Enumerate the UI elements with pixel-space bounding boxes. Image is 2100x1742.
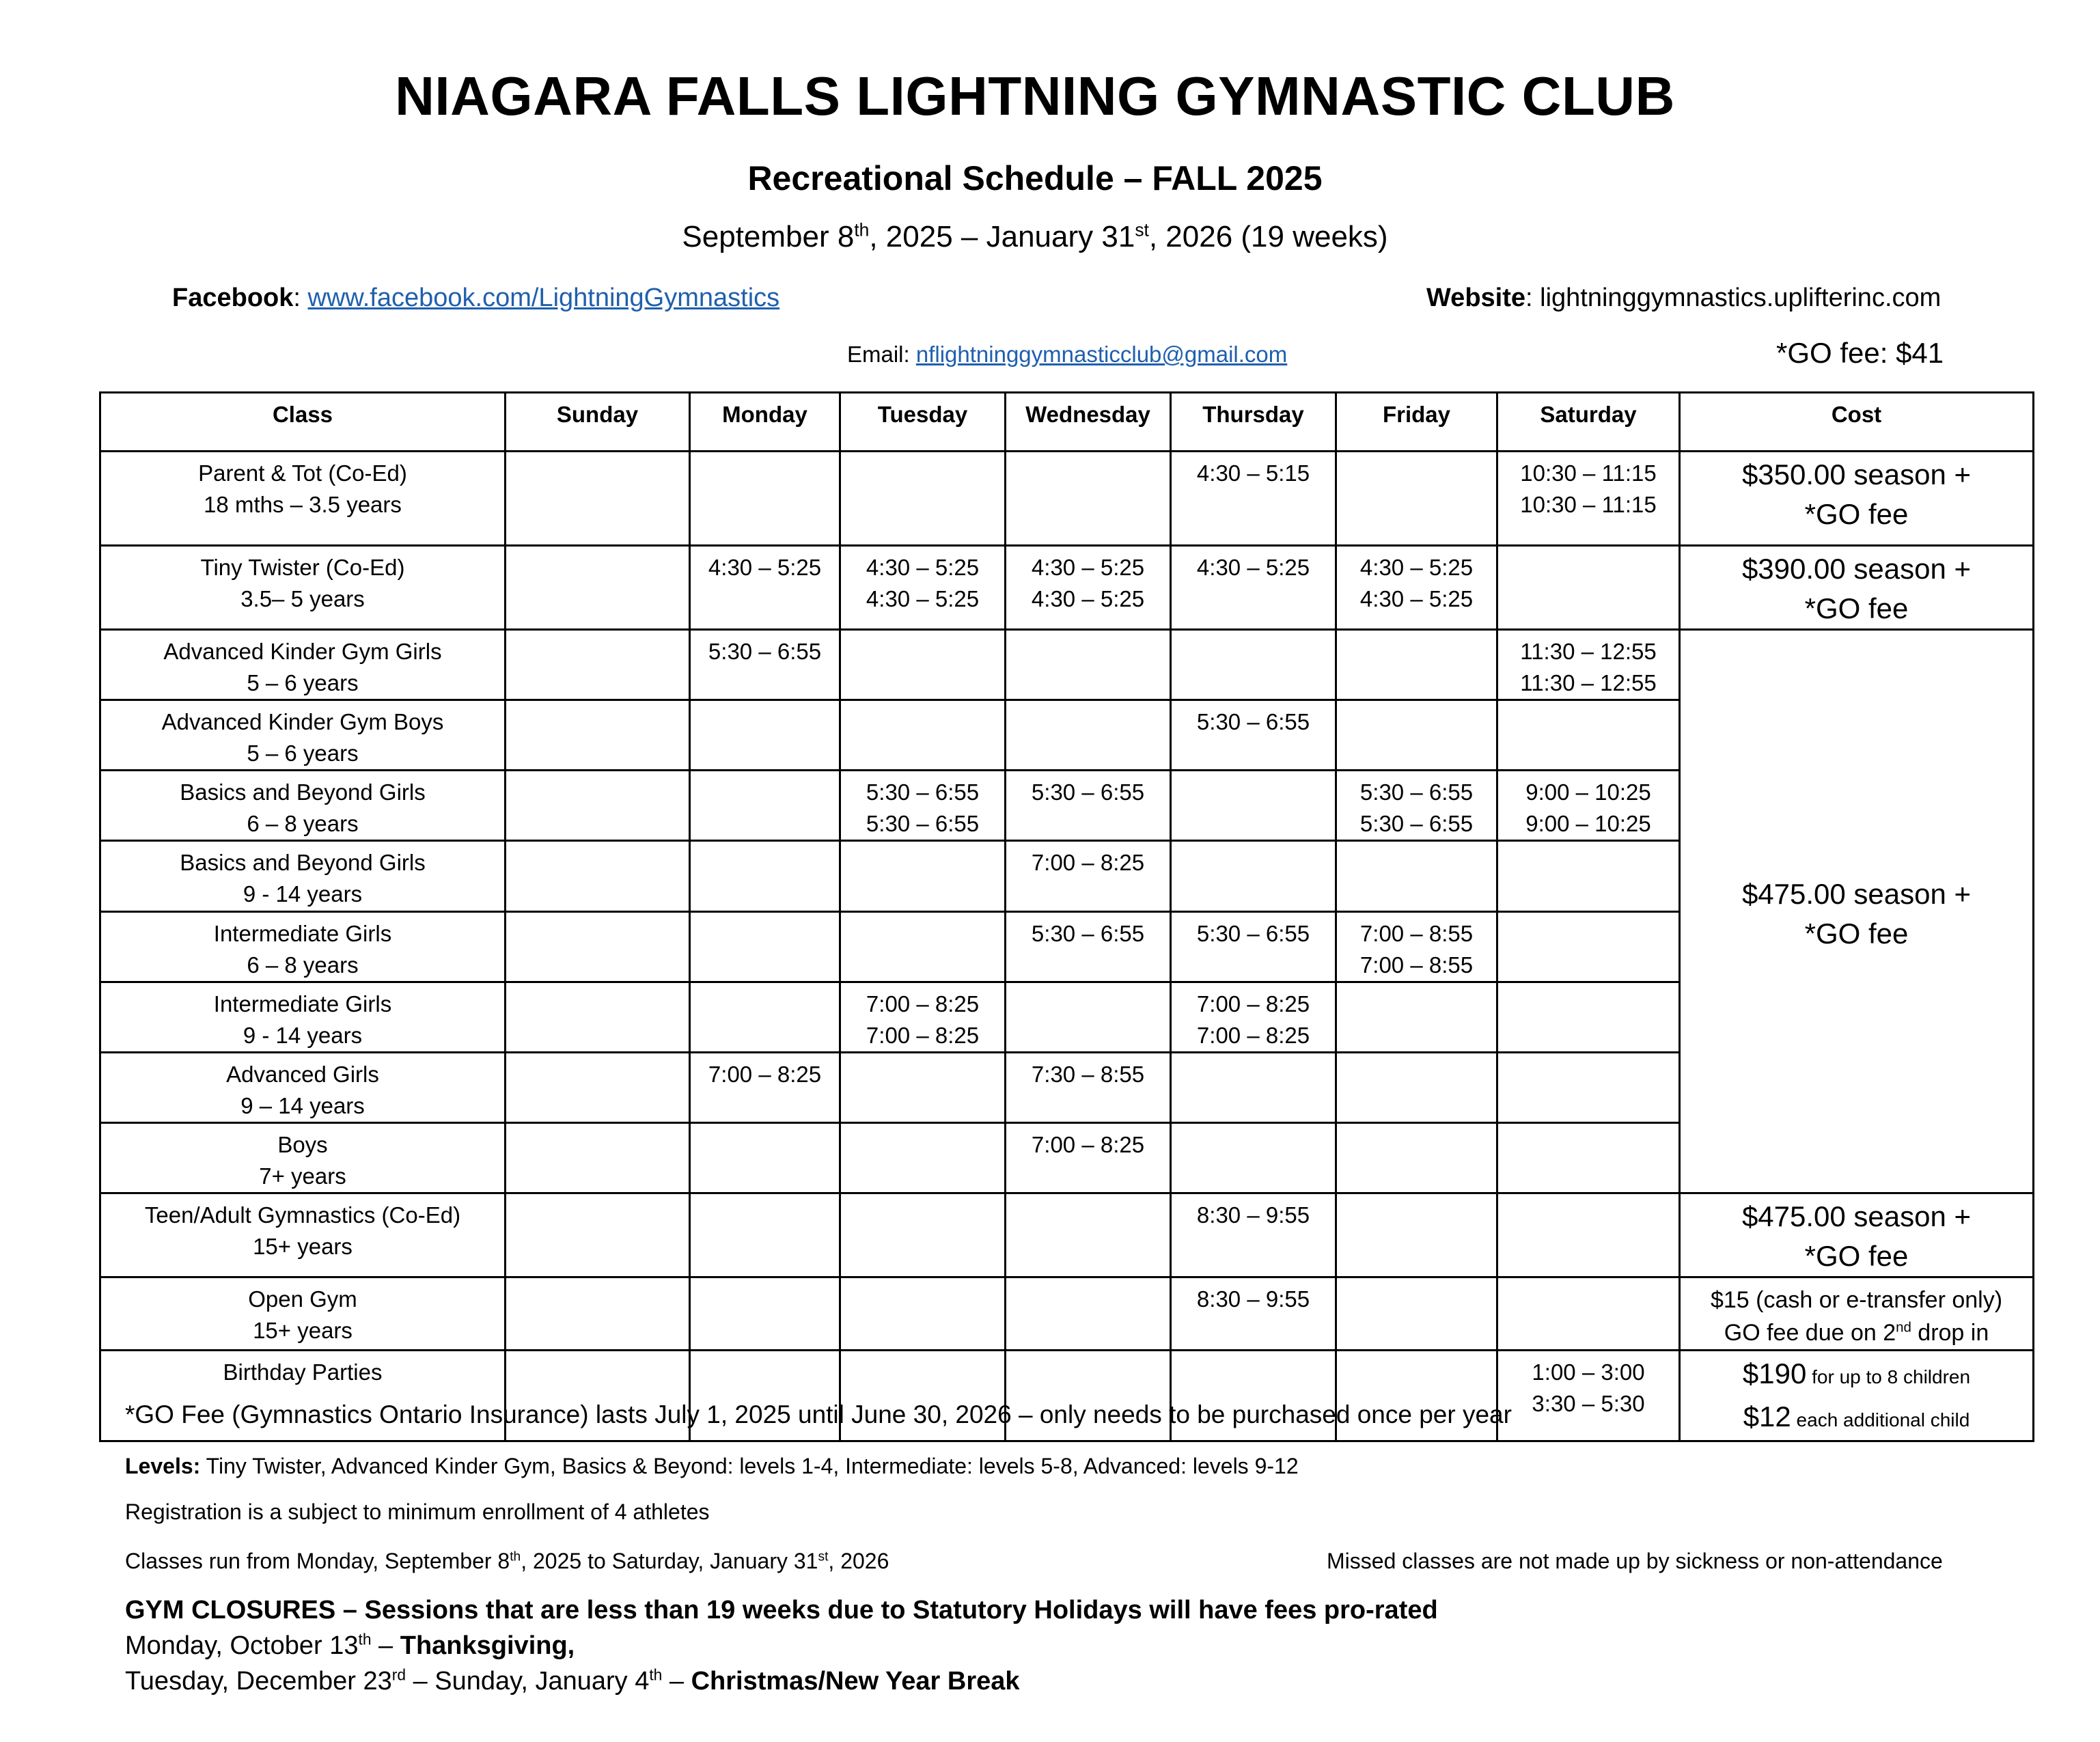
class-name: Advanced Girls: [226, 1062, 379, 1087]
time-cell-thu: [1171, 1053, 1336, 1123]
time-cell-sun: [506, 1123, 690, 1193]
time-slot: 9:00 – 10:25: [1525, 811, 1651, 836]
time-cell-tue: [840, 1053, 1006, 1123]
class-cell: [100, 700, 506, 771]
text: Classes run from Monday, September 8: [125, 1549, 510, 1573]
class-name: Birthday Parties: [223, 1359, 383, 1385]
time-cell-wed: [1006, 1053, 1171, 1123]
text: –: [662, 1667, 691, 1696]
time-cell-mon: [690, 982, 840, 1053]
season-mid: , 2025 – January 31: [869, 220, 1135, 253]
class-age: 9 - 14 years: [243, 881, 363, 907]
time-cell-wed: [1006, 912, 1171, 982]
sup: nd: [1896, 1320, 1911, 1336]
header-class: Class: [100, 393, 506, 452]
time-cell-fri: [1336, 1053, 1497, 1123]
time-slot: 5:30 – 6:55: [1031, 779, 1145, 805]
time-slot: 10:30 – 11:15: [1520, 492, 1657, 517]
time-cell-thu: [1171, 1193, 1336, 1277]
website-url: lightninggymnastics.uplifterinc.com: [1540, 284, 1942, 312]
cost-line: $390.00 season +: [1741, 553, 1972, 585]
cost-line: *GO fee: [1804, 917, 1909, 950]
facebook-link[interactable]: www.facebook.com/LightningGymnastics: [307, 284, 780, 312]
text: drop in: [1911, 1320, 1989, 1346]
facebook-line: Facebook: www.facebook.com/LightningGymnastics: [172, 284, 780, 312]
time-cell-sun: [506, 912, 690, 982]
class-name: Parent & Tot (Co-Ed): [198, 460, 407, 486]
cost-line: $350.00 season +: [1741, 458, 1972, 490]
class-cell: [100, 1193, 506, 1277]
time-cell-sun: [506, 771, 690, 841]
time-cell-tue: [840, 630, 1006, 700]
classes-run-note: [125, 1549, 889, 1574]
time-cell-thu: [1171, 1123, 1336, 1193]
time-cell-fri: [1336, 982, 1497, 1053]
time-cell-sat: [1497, 982, 1680, 1053]
closure-thanksgiving: [125, 1631, 575, 1661]
time-cell-wed: [1006, 1193, 1171, 1277]
class-age: 5 – 6 years: [247, 741, 359, 766]
cost-cell-open-gym: [1680, 1277, 2034, 1351]
time-cell-fri: [1336, 452, 1497, 546]
time-cell-sat: [1497, 841, 1680, 912]
time-cell-thu: [1171, 700, 1336, 771]
time-slot: 5:30 – 6:55: [1359, 779, 1474, 805]
time-slot: 5:30 – 6:55: [708, 639, 822, 664]
time-cell-fri: [1336, 841, 1497, 912]
time-slot: 5:30 – 6:55: [866, 811, 980, 836]
time-cell-tue: [840, 912, 1006, 982]
class-name: Basics and Beyond Girls: [180, 850, 426, 875]
time-slot: 4:30 – 5:25: [866, 555, 980, 580]
time-cell-wed: [1006, 1123, 1171, 1193]
email-label: Email:: [847, 342, 916, 367]
time-cell-sat: [1497, 1123, 1680, 1193]
class-cell: [100, 546, 506, 630]
time-cell-wed: [1006, 700, 1171, 771]
time-cell-sat: [1497, 1053, 1680, 1123]
time-cell-sun: [506, 700, 690, 771]
table-row: [100, 546, 2034, 630]
schedule-table: [99, 391, 2034, 1442]
time-cell-sat: [1497, 700, 1680, 771]
time-cell-thu: [1171, 771, 1336, 841]
class-age: 15+ years: [253, 1234, 353, 1259]
class-age: 6 – 8 years: [247, 811, 359, 836]
cost-cell-group: [1680, 630, 2034, 1193]
text: Monday, October 13: [125, 1631, 359, 1660]
time-cell-thu: [1171, 912, 1336, 982]
time-cell-mon: [690, 1053, 840, 1123]
time-cell-sat: [1497, 1351, 1680, 1441]
class-cell: [100, 841, 506, 912]
sup: th: [854, 219, 870, 240]
cost-line: [1685, 1316, 2028, 1349]
time-cell-mon: [690, 1193, 840, 1277]
time-cell-sun: [506, 841, 690, 912]
time-slot: 5:30 – 6:55: [1359, 811, 1474, 836]
class-name: Open Gym: [248, 1286, 357, 1312]
class-name: Teen/Adult Gymnastics (Co-Ed): [144, 1202, 461, 1228]
time-cell-mon: [690, 841, 840, 912]
time-slot: 7:00 – 8:25: [1031, 1132, 1145, 1157]
time-cell-fri: [1336, 1193, 1497, 1277]
cost-line: *GO fee: [1804, 498, 1909, 530]
header-sunday: Sunday: [506, 393, 690, 452]
time-cell-wed: [1006, 630, 1171, 700]
closure-name: Thanksgiving,: [400, 1631, 575, 1660]
header-saturday: Saturday: [1497, 393, 1680, 452]
time-cell-fri: [1336, 700, 1497, 771]
time-cell-wed: [1006, 982, 1171, 1053]
header-thursday: Thursday: [1171, 393, 1336, 452]
time-slot: 4:30 – 5:25: [1359, 586, 1474, 611]
time-cell-wed: [1006, 771, 1171, 841]
time-cell-fri: [1336, 630, 1497, 700]
cost-cell: [1680, 1193, 2034, 1277]
time-slot: 5:30 – 6:55: [866, 779, 980, 805]
time-cell-tue: [840, 1193, 1006, 1277]
text: – Sunday, January 4: [406, 1667, 650, 1696]
email-line: [847, 342, 1287, 368]
time-slot: 8:30 – 9:55: [1196, 1202, 1310, 1228]
class-cell: [100, 452, 506, 546]
header-cost: Cost: [1680, 393, 2034, 452]
time-slot: 7:00 – 8:25: [866, 991, 980, 1017]
go-fee: *GO fee: $41: [1776, 337, 1944, 369]
cost-line: *GO fee: [1804, 592, 1909, 624]
sup: st: [818, 1549, 829, 1564]
class-cell: [100, 771, 506, 841]
time-cell-sat: [1497, 1277, 1680, 1351]
cost-line: [1685, 1354, 2028, 1397]
time-cell-tue: [840, 546, 1006, 630]
time-cell-thu: [1171, 841, 1336, 912]
header-row: [100, 393, 2034, 452]
time-slot: 5:30 – 6:55: [1031, 921, 1145, 946]
class-age: 9 – 14 years: [240, 1093, 365, 1118]
time-cell-thu: [1171, 1277, 1336, 1351]
time-slot: 7:00 – 8:25: [1196, 1023, 1310, 1048]
class-age: 7+ years: [259, 1163, 346, 1189]
class-age: 5 – 6 years: [247, 670, 359, 695]
class-age: 15+ years: [253, 1318, 353, 1343]
class-cell: [100, 912, 506, 982]
gym-closures-heading: GYM CLOSURES – Sessions that are less than 19 weeks due to Statutory Holidays will have fees pro-rated: [125, 1596, 1438, 1625]
cost-cell: [1680, 546, 2034, 630]
website-label: Website: [1426, 284, 1526, 312]
time-slot: 4:30 – 5:15: [1196, 460, 1310, 486]
go-fee-note: *GO Fee (Gymnastics Ontario Insurance) lasts July 1, 2025 until June 30, 2026 – only needs to be purchased once per year: [125, 1400, 1512, 1428]
page-title: NIAGARA FALLS LIGHTNING GYMNASTIC CLUB: [395, 66, 1675, 126]
sup: th: [649, 1665, 663, 1684]
time-cell-fri: [1336, 546, 1497, 630]
header-tuesday: Tuesday: [840, 393, 1006, 452]
time-cell-thu: [1171, 982, 1336, 1053]
time-cell-sat: [1497, 452, 1680, 546]
website-line: Website: lightninggymnastics.uplifterinc.com: [1426, 284, 1942, 312]
time-cell-sat: [1497, 630, 1680, 700]
table-row: [100, 452, 2034, 546]
time-cell-sat: [1497, 1193, 1680, 1277]
time-cell-tue: [840, 841, 1006, 912]
time-slot: 4:30 – 5:25: [1031, 586, 1145, 611]
time-slot: 7:00 – 8:25: [866, 1023, 980, 1048]
cost-line: *GO fee: [1804, 1240, 1909, 1272]
time-slot: 11:30 – 12:55: [1520, 670, 1657, 695]
cost-line: $475.00 season +: [1741, 878, 1972, 910]
time-slot: 4:30 – 5:25: [708, 555, 822, 580]
class-name: Intermediate Girls: [213, 991, 392, 1017]
time-cell-sun: [506, 1053, 690, 1123]
time-cell-thu: [1171, 452, 1336, 546]
time-cell-sun: [506, 546, 690, 630]
cost-line: [1685, 1397, 2028, 1440]
time-cell-mon: [690, 546, 840, 630]
sup: rd: [391, 1665, 406, 1684]
page-subtitle: Recreational Schedule – FALL 2025: [747, 159, 1323, 197]
registration-note: Registration is a subject to minimum enrollment of 4 athletes: [125, 1499, 710, 1524]
time-cell-mon: [690, 630, 840, 700]
sup: th: [358, 1630, 372, 1648]
time-cell-mon: [690, 771, 840, 841]
cost-line: $15 (cash or e-transfer only): [1710, 1287, 2003, 1313]
time-slot: 7:30 – 8:55: [1031, 1062, 1145, 1087]
time-slot: 4:30 – 5:25: [1031, 555, 1145, 580]
season-start: September 8: [682, 220, 855, 253]
levels-note: [125, 1454, 1299, 1479]
time-cell-fri: [1336, 1123, 1497, 1193]
class-name: Advanced Kinder Gym Girls: [163, 639, 442, 664]
time-cell-mon: [690, 700, 840, 771]
missed-classes-note: Missed classes are not made up by sickness or non-attendance: [1327, 1549, 1943, 1573]
time-cell-wed: [1006, 452, 1171, 546]
time-cell-tue: [840, 700, 1006, 771]
time-cell-sun: [506, 452, 690, 546]
time-cell-tue: [840, 1123, 1006, 1193]
time-cell-sat: [1497, 771, 1680, 841]
time-slot: 7:00 – 8:25: [708, 1062, 822, 1087]
time-cell-mon: [690, 452, 840, 546]
time-slot: 1:00 – 3:00: [1532, 1359, 1645, 1385]
levels-label: Levels:: [125, 1454, 201, 1478]
header-friday: Friday: [1336, 393, 1497, 452]
time-cell-sun: [506, 1277, 690, 1351]
time-slot: 5:30 – 6:55: [1196, 921, 1310, 946]
class-age: 3.5– 5 years: [240, 586, 365, 611]
time-cell-wed: [1006, 546, 1171, 630]
closure-name: Christmas/New Year Break: [691, 1667, 1020, 1696]
time-cell-thu: [1171, 630, 1336, 700]
time-cell-fri: [1336, 912, 1497, 982]
table-row: [100, 1193, 2034, 1277]
class-age: 9 - 14 years: [243, 1023, 363, 1048]
time-cell-fri: [1336, 771, 1497, 841]
header-wednesday: Wednesday: [1006, 393, 1171, 452]
time-cell-mon: [690, 1277, 840, 1351]
time-cell-fri: [1336, 1277, 1497, 1351]
text: –: [371, 1631, 400, 1660]
table-row: [100, 1277, 2034, 1351]
time-cell-tue: [840, 982, 1006, 1053]
class-name: Advanced Kinder Gym Boys: [161, 709, 444, 734]
time-cell-mon: [690, 1123, 840, 1193]
time-slot: 5:30 – 6:55: [1196, 709, 1310, 734]
table-row: [100, 630, 2034, 700]
time-slot: 3:30 – 5:30: [1532, 1391, 1645, 1416]
season-end: , 2026 (19 weeks): [1148, 220, 1388, 253]
time-cell-mon: [690, 912, 840, 982]
time-cell-sat: [1497, 912, 1680, 982]
class-age: 6 – 8 years: [247, 952, 359, 978]
time-slot: 7:00 – 8:25: [1196, 991, 1310, 1017]
class-cell: [100, 630, 506, 700]
time-slot: 7:00 – 8:55: [1359, 952, 1474, 978]
cost-cell-birthday: [1680, 1351, 2034, 1441]
price: $190: [1742, 1357, 1807, 1390]
time-cell-thu: [1171, 546, 1336, 630]
text: , 2026: [828, 1549, 889, 1573]
class-name: Boys: [277, 1132, 328, 1157]
header-monday: Monday: [690, 393, 840, 452]
time-cell-tue: [840, 771, 1006, 841]
price-desc: for up to 8 children: [1806, 1366, 1971, 1387]
time-cell-tue: [840, 1277, 1006, 1351]
class-cell: [100, 1277, 506, 1351]
price: $12: [1743, 1400, 1791, 1433]
text: , 2025 to Saturday, January 31: [521, 1549, 818, 1573]
season-dates: [0, 220, 2070, 254]
class-cell: [100, 1123, 506, 1193]
time-cell-sun: [506, 982, 690, 1053]
time-cell-sat: [1497, 546, 1680, 630]
time-cell-sun: [506, 1193, 690, 1277]
levels-text: Tiny Twister, Advanced Kinder Gym, Basics & Beyond: levels 1-4, Intermediate: levels 5-8, Advanced: levels 9-12: [200, 1454, 1299, 1478]
class-cell: [100, 982, 506, 1053]
time-cell-tue: [840, 452, 1006, 546]
closure-christmas: [125, 1667, 1020, 1696]
class-name: Basics and Beyond Girls: [180, 779, 426, 805]
class-name: Tiny Twister (Co-Ed): [200, 555, 405, 580]
time-slot: 7:00 – 8:25: [1031, 850, 1145, 875]
cost-line: $475.00 season +: [1741, 1200, 1972, 1232]
text: GO fee due on 2: [1724, 1320, 1896, 1346]
time-cell-sun: [506, 630, 690, 700]
time-slot: 7:00 – 8:55: [1359, 921, 1474, 946]
email-link[interactable]: nflightninggymnasticclub@gmail.com: [915, 342, 1288, 367]
time-slot: 11:30 – 12:55: [1520, 639, 1657, 664]
class-cell: [100, 1053, 506, 1123]
time-slot: 8:30 – 9:55: [1196, 1286, 1310, 1312]
time-slot: 4:30 – 5:25: [866, 586, 980, 611]
time-slot: 4:30 – 5:25: [1196, 555, 1310, 580]
text: Tuesday, December 23: [125, 1667, 392, 1696]
time-slot: 4:30 – 5:25: [1359, 555, 1474, 580]
class-age: 18 mths – 3.5 years: [204, 492, 402, 517]
time-slot: 9:00 – 10:25: [1525, 779, 1651, 805]
sup: th: [510, 1549, 521, 1564]
time-slot: 10:30 – 11:15: [1520, 460, 1657, 486]
sup: st: [1135, 219, 1149, 240]
time-cell-wed: [1006, 1277, 1171, 1351]
time-cell-wed: [1006, 841, 1171, 912]
class-name: Intermediate Girls: [213, 921, 392, 946]
facebook-label: Facebook: [172, 284, 294, 312]
price-desc: each additional child: [1791, 1409, 1970, 1430]
cost-cell: [1680, 452, 2034, 546]
